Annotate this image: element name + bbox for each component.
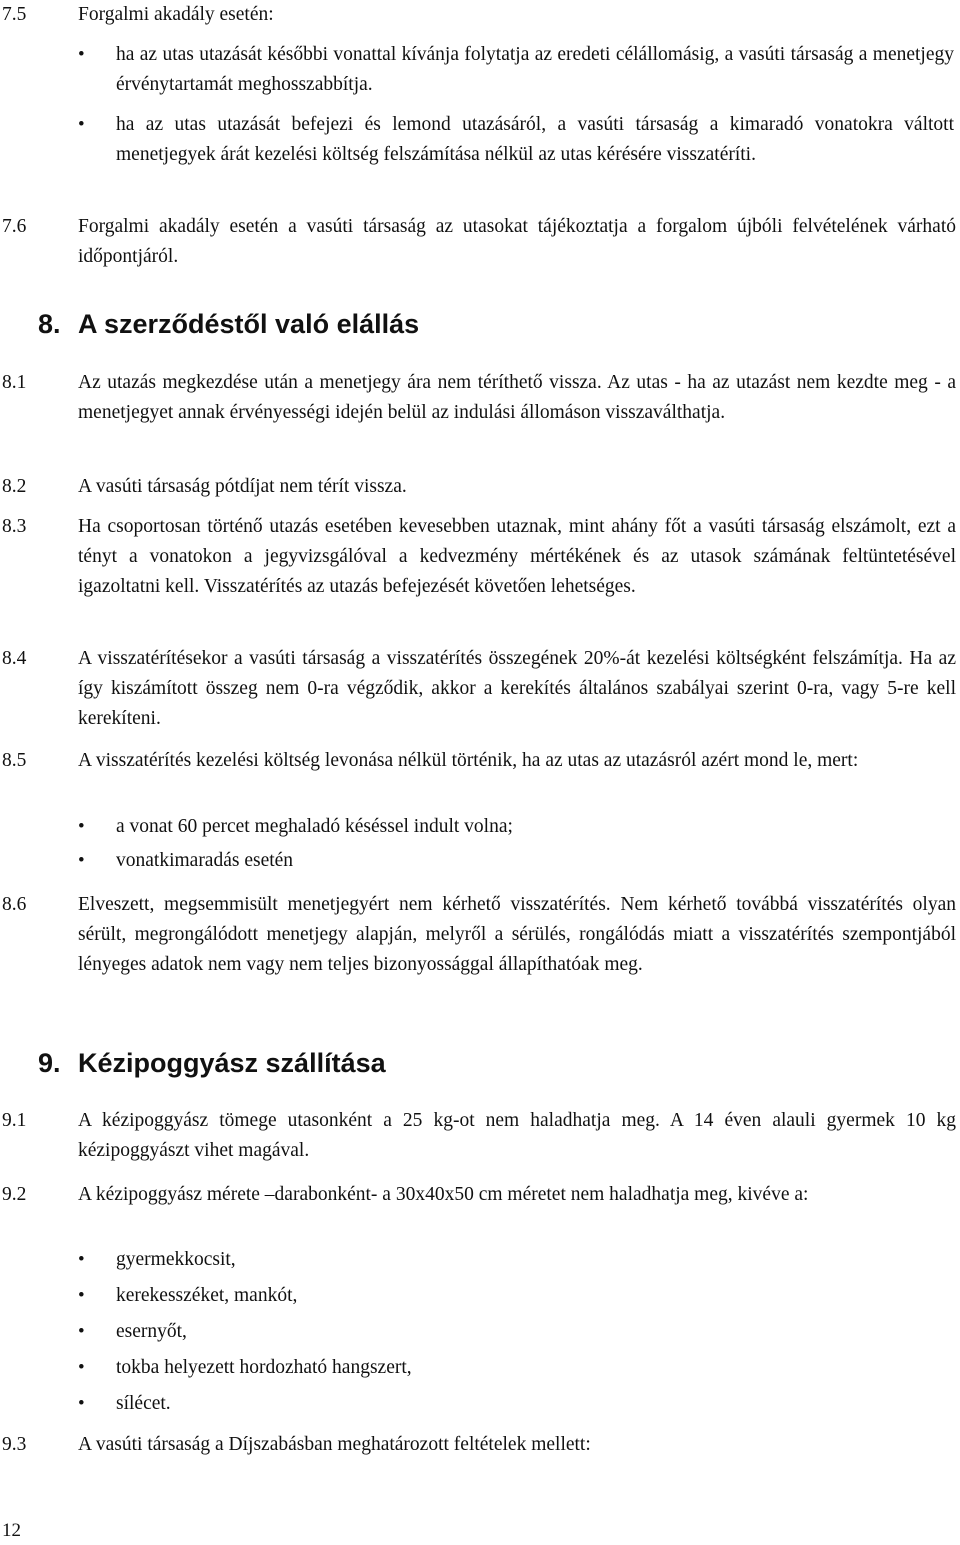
section-8-1 [0, 368, 956, 428]
heading-number: 8. [38, 309, 61, 339]
section-heading-9 [38, 1045, 386, 1081]
bullet-item [78, 1353, 954, 1383]
section-number: 8.5 [2, 750, 27, 771]
heading-title: Kézipoggyász szállítása [78, 1048, 386, 1078]
bullet-item [78, 812, 954, 842]
section-8-5 [0, 746, 956, 776]
bullet-icon: • [78, 1249, 85, 1270]
section-number: 7.6 [2, 216, 27, 237]
bullet-text: vonatkimaradás esetén [116, 850, 294, 871]
section-text: Forgalmi akadály esetén: [78, 4, 274, 25]
bullet-icon: • [78, 816, 85, 837]
bullet-text: gyermekkocsit, [116, 1249, 236, 1270]
bullet-icon: • [78, 114, 85, 135]
section-text: A kézipoggyász mérete –darabonként- a 30x40x50 cm méretet nem haladhatja meg, kivéve a: [78, 1184, 809, 1205]
bullet-icon: • [78, 1285, 85, 1306]
section-8-2 [0, 472, 956, 502]
page-number: 12 [2, 1520, 21, 1541]
bullet-item [78, 1281, 954, 1311]
bullet-text: a vonat 60 percet meghaladó késéssel indult volna; [116, 816, 513, 837]
section-text: Az utazás megkezdése után a menetjegy ára nem téríthető vissza. Az utas - ha az utazást nem kezdte meg - a menetjegyet annak érvényességi idején belül az indulási állomáson visszaválthatja. [78, 372, 956, 423]
section-text: A visszatérítésekor a vasúti társaság a visszatérítés összegének 20%-át kezelési költségként felszámítja. Ha az így kiszámított összeg nem 0-ra végződik, akkor a kerekítés általános szabályai szerint 0-ra, vagy 5-re kell kerekíteni. [78, 648, 956, 729]
section-number: 8.6 [2, 894, 27, 915]
section-number: 9.3 [2, 1434, 27, 1455]
bullet-item [78, 110, 954, 170]
bullet-icon: • [78, 1393, 85, 1414]
section-text: Elveszett, megsemmisült menetjegyért nem kérhető visszatérítés. Nem kérhető továbbá visszatérítés olyan sérült, megrongálódott menetjegy alapján, melyről a sérülés, rongálódás miatt a visszatérítés szempontjából lényeges adatok nem vagy nem teljes bizonyossággal állapíthatóak meg. [78, 894, 956, 975]
bullet-text: ha az utas utazását befejezi és lemond utazásáról, a vasúti társaság a kimaradó vonatokra váltott menetjegyek árát kezelési költség felszámítása nélkül az utas kérésére visszatéríti. [116, 114, 954, 165]
section-9-1 [0, 1106, 956, 1166]
bullet-item [78, 1317, 954, 1347]
bullet-item [78, 40, 954, 100]
bullet-icon: • [78, 1321, 85, 1342]
heading-title: A szerződéstől való elállás [78, 309, 420, 339]
section-text: A vasúti társaság pótdíjat nem térít vissza. [78, 476, 407, 497]
heading-number: 9. [38, 1048, 61, 1078]
section-number: 9.1 [2, 1110, 27, 1131]
section-7-6 [0, 212, 956, 272]
section-number: 7.5 [2, 4, 27, 25]
section-text: A visszatérítés kezelési költség levonása nélkül történik, ha az utas az utazásról azért mond le, mert: [78, 750, 859, 771]
bullet-item [78, 1389, 954, 1419]
bullet-icon: • [78, 1357, 85, 1378]
section-number: 8.2 [2, 476, 27, 497]
section-7-5 [0, 0, 956, 30]
section-number: 8.3 [2, 516, 27, 537]
section-8-4 [0, 644, 956, 734]
section-text: A vasúti társaság a Díjszabásban meghatározott feltételek mellett: [78, 1434, 591, 1455]
section-text: Ha csoportosan történő utazás esetében kevesebben utaznak, mint ahány főt a vasúti társaság elszámolt, ezt a tényt a vonatokon a jegyvizsgálóval a kedvezmény mértékének és az utasok számának feltüntetésével igazoltatni kell. Visszatérítés az utazás befejezését követően lehetséges. [78, 516, 956, 597]
bullet-icon: • [78, 44, 85, 65]
section-text: A kézipoggyász tömege utasonként a 25 kg-ot nem haladhatja meg. A 14 éven alauli gyermek 10 kg kézipoggyászt vihet magával. [78, 1110, 956, 1161]
bullet-item [78, 846, 954, 876]
section-number: 8.4 [2, 648, 27, 669]
section-heading-8 [38, 306, 419, 342]
section-number: 8.1 [2, 372, 27, 393]
bullet-text: kerekesszéket, mankót, [116, 1285, 298, 1306]
section-8-3 [0, 512, 956, 602]
bullet-item [78, 1245, 954, 1275]
bullet-text: tokba helyezett hordozható hangszert, [116, 1357, 412, 1378]
bullet-text: esernyőt, [116, 1321, 187, 1342]
bullet-icon: • [78, 850, 85, 871]
bullet-text: sílécet. [116, 1393, 171, 1414]
section-number: 9.2 [2, 1184, 27, 1205]
section-9-2 [0, 1180, 956, 1210]
section-text: Forgalmi akadály esetén a vasúti társaság az utasokat tájékoztatja a forgalom újbóli felvételének várható időpontjáról. [78, 216, 956, 267]
bullet-text: ha az utas utazását későbbi vonattal kívánja folytatja az eredeti célállomásig, a vasúti társaság a menetjegy érvénytartamát meghosszabbítja. [116, 44, 954, 95]
section-8-6 [0, 890, 956, 980]
section-9-3 [0, 1430, 956, 1460]
